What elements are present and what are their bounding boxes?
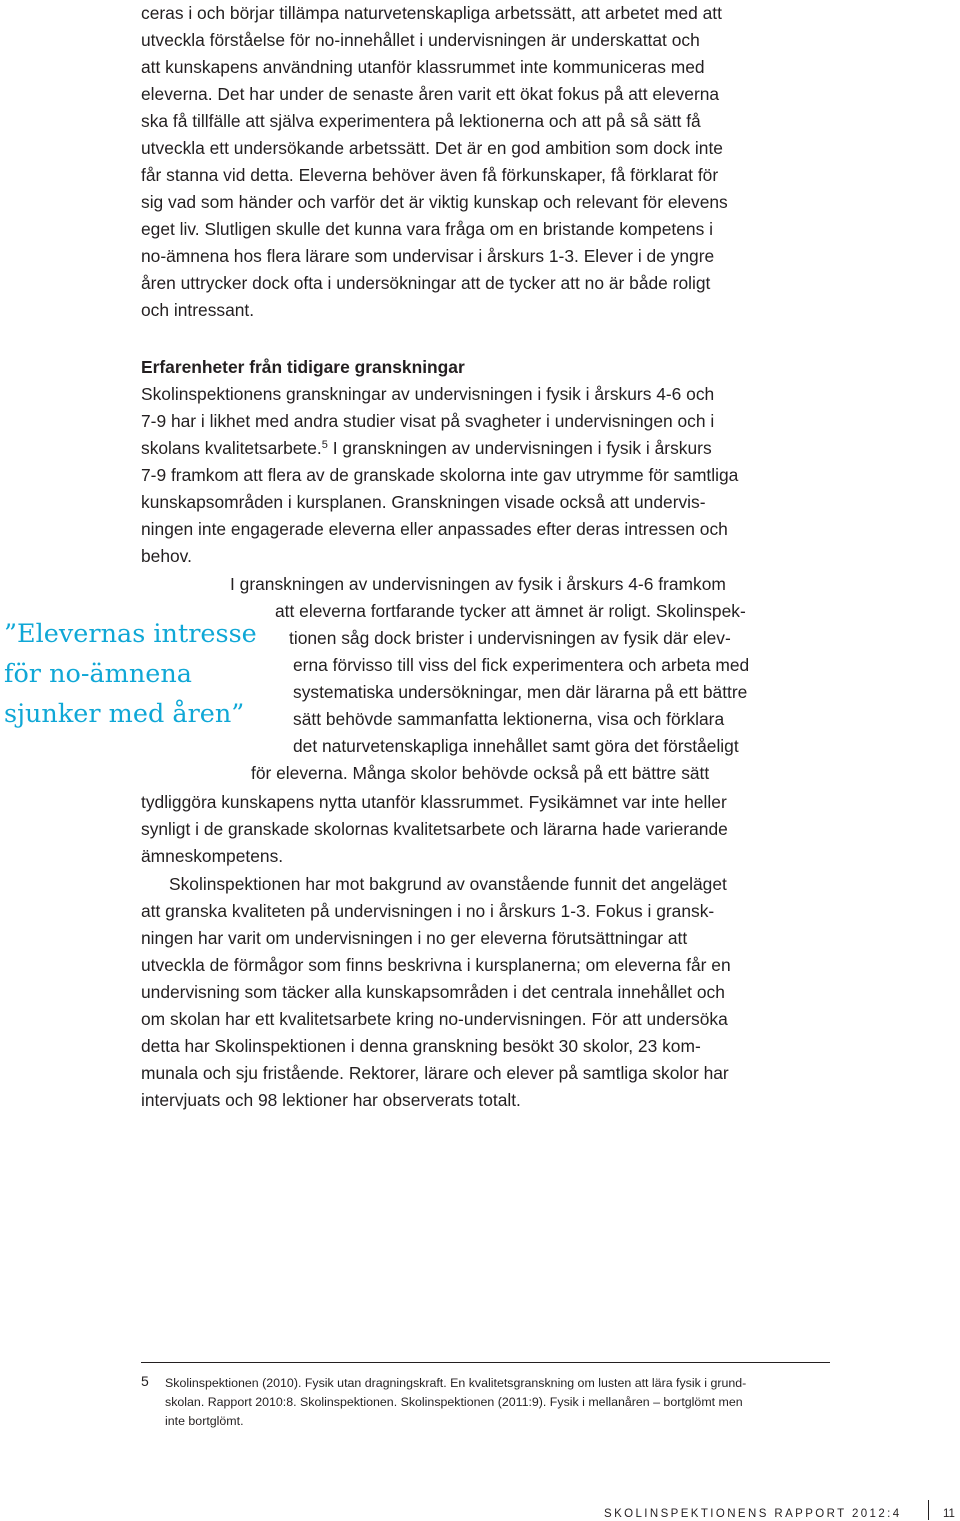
text-line: systematiska undersökningar, men där lärarna på ett bättre [293, 682, 748, 702]
text-line: får stanna vid detta. Eleverna behöver även få förkunskaper, få förklarat för [141, 165, 719, 185]
footnote-divider [141, 1362, 830, 1363]
footer-divider [928, 1500, 929, 1520]
text-line: no-ämnena hos flera lärare som undervisar i årskurs 1-3. Elever i de yngre [141, 246, 715, 266]
text-line: det naturvetenskapliga innehållet samt göra det förståeligt [293, 736, 739, 756]
text-line: 7-9 har i likhet med andra studier visat på svagheter i undervisningen och i [141, 411, 715, 431]
text-line: ceras i och börjar tillämpa naturvetenskapliga arbetssätt, att arbetet med att [141, 3, 722, 23]
text-fragment: skolans kvalitetsarbete. [141, 438, 322, 458]
text-line: att granska kvaliteten på undervisningen i no i årskurs 1-3. Fokus i gransk- [141, 901, 715, 921]
pull-quote-line: ”Elevernas intresse [4, 619, 257, 649]
text-line: och intressant. [141, 300, 255, 320]
text-line: eget liv. Slutligen skulle det kunna vara fråga om en bristande kompetens i [141, 219, 713, 239]
page-number: 11 [943, 1508, 955, 1520]
text-line: detta har Skolinspektionen i denna granskning besökt 30 skolor, 23 kom- [141, 1036, 701, 1056]
text-line: sig vad som händer och varför det är viktig kunskap och relevant för elevens [141, 192, 728, 212]
text-line: tydliggöra kunskapens nytta utanför klassrummet. Fysikämnet var inte heller [141, 792, 727, 812]
text-line: intervjuats och 98 lektioner har observerats totalt. [141, 1090, 521, 1110]
text-line: om skolan har ett kvalitetsarbete kring no-undervisningen. För att undersöka [141, 1009, 728, 1029]
footnote-line: inte bortglömt. [165, 1414, 244, 1428]
report-title: SKOLINSPEKTIONENS RAPPORT 2012:4 [604, 1508, 902, 1520]
text-line: för eleverna. Många skolor behövde också på ett bättre sätt [251, 763, 710, 783]
footnote-reference: 5 [321, 439, 328, 451]
text-line: I granskningen av undervisningen av fysik i årskurs 4-6 framkom [230, 574, 726, 594]
text-line: ämneskompetens. [141, 846, 284, 866]
text-line: utveckla de förmågor som finns beskrivna i kursplanerna; om eleverna får en [141, 955, 731, 975]
text-line: synligt i de granskade skolornas kvalitetsarbete och lärarna hade varierande [141, 819, 728, 839]
text-fragment: I granskningen av undervisningen i fysik i årskurs [327, 438, 712, 458]
text-line: sätt behövde sammanfatta lektionerna, visa och förklara [293, 709, 725, 729]
pull-quote-line: för no-ämnena [4, 659, 193, 689]
section-heading: Erfarenheter från tidigare granskningar [141, 357, 465, 377]
text-line: tionen såg dock brister i undervisningen av fysik där elev- [289, 628, 731, 648]
text-line: kunskapsområden i kursplanen. Granskningen visade också att undervis- [141, 492, 706, 512]
text-line: att eleverna fortfarande tycker att ämnet är roligt. Skolinspek- [275, 601, 746, 621]
footnote-line: skolan. Rapport 2010:8. Skolinspektionen. Skolinspektionen (2011:9). Fysik i mellanåren – bortglömt men [165, 1395, 743, 1409]
text-line [141, 438, 712, 458]
text-line: Skolinspektionen har mot bakgrund av ovanstående funnit det angeläget [169, 874, 727, 894]
text-line: ska få tillfälle att själva experimentera på lektionerna och att på så sätt få [141, 111, 701, 131]
text-line: erna förvisso till viss del fick experimentera och arbeta med [293, 655, 750, 675]
text-line: behov. [141, 546, 192, 566]
text-line: Skolinspektionens granskningar av undervisningen i fysik i årskurs 4-6 och [141, 384, 715, 404]
text-line: munala och sju fristående. Rektorer, lärare och elever på samtliga skolor har [141, 1063, 729, 1083]
footnote-number: 5 [141, 1373, 149, 1389]
footnote-line: Skolinspektionen (2010). Fysik utan dragningskraft. En kvalitetsgranskning om lusten att lära fysik i grund- [165, 1376, 747, 1390]
text-line: eleverna. Det har under de senaste åren varit ett ökat fokus på att eleverna [141, 84, 720, 104]
text-line: 7-9 framkom att flera av de granskade skolorna inte gav utrymme för samtliga [141, 465, 739, 485]
text-line: utveckla ett undersökande arbetssätt. Det är en god ambition som dock inte [141, 138, 723, 158]
text-line: undervisning som täcker alla kunskapsområden i det centrala innehållet och [141, 982, 725, 1002]
text-line: åren uttrycker dock ofta i undersökningar att de tycker att no är både roligt [141, 273, 711, 293]
text-line: ningen inte engagerade eleverna eller anpassades efter deras intressen och [141, 519, 728, 539]
text-line: utveckla förståelse för no-innehållet i undervisningen är underskattat och [141, 30, 700, 50]
text-line: att kunskapens användning utanför klassrummet inte kommuniceras med [141, 57, 705, 77]
pull-quote-line: sjunker med åren” [4, 699, 245, 729]
text-line: ningen har varit om undervisningen i no ger eleverna förutsättningar att [141, 928, 688, 948]
